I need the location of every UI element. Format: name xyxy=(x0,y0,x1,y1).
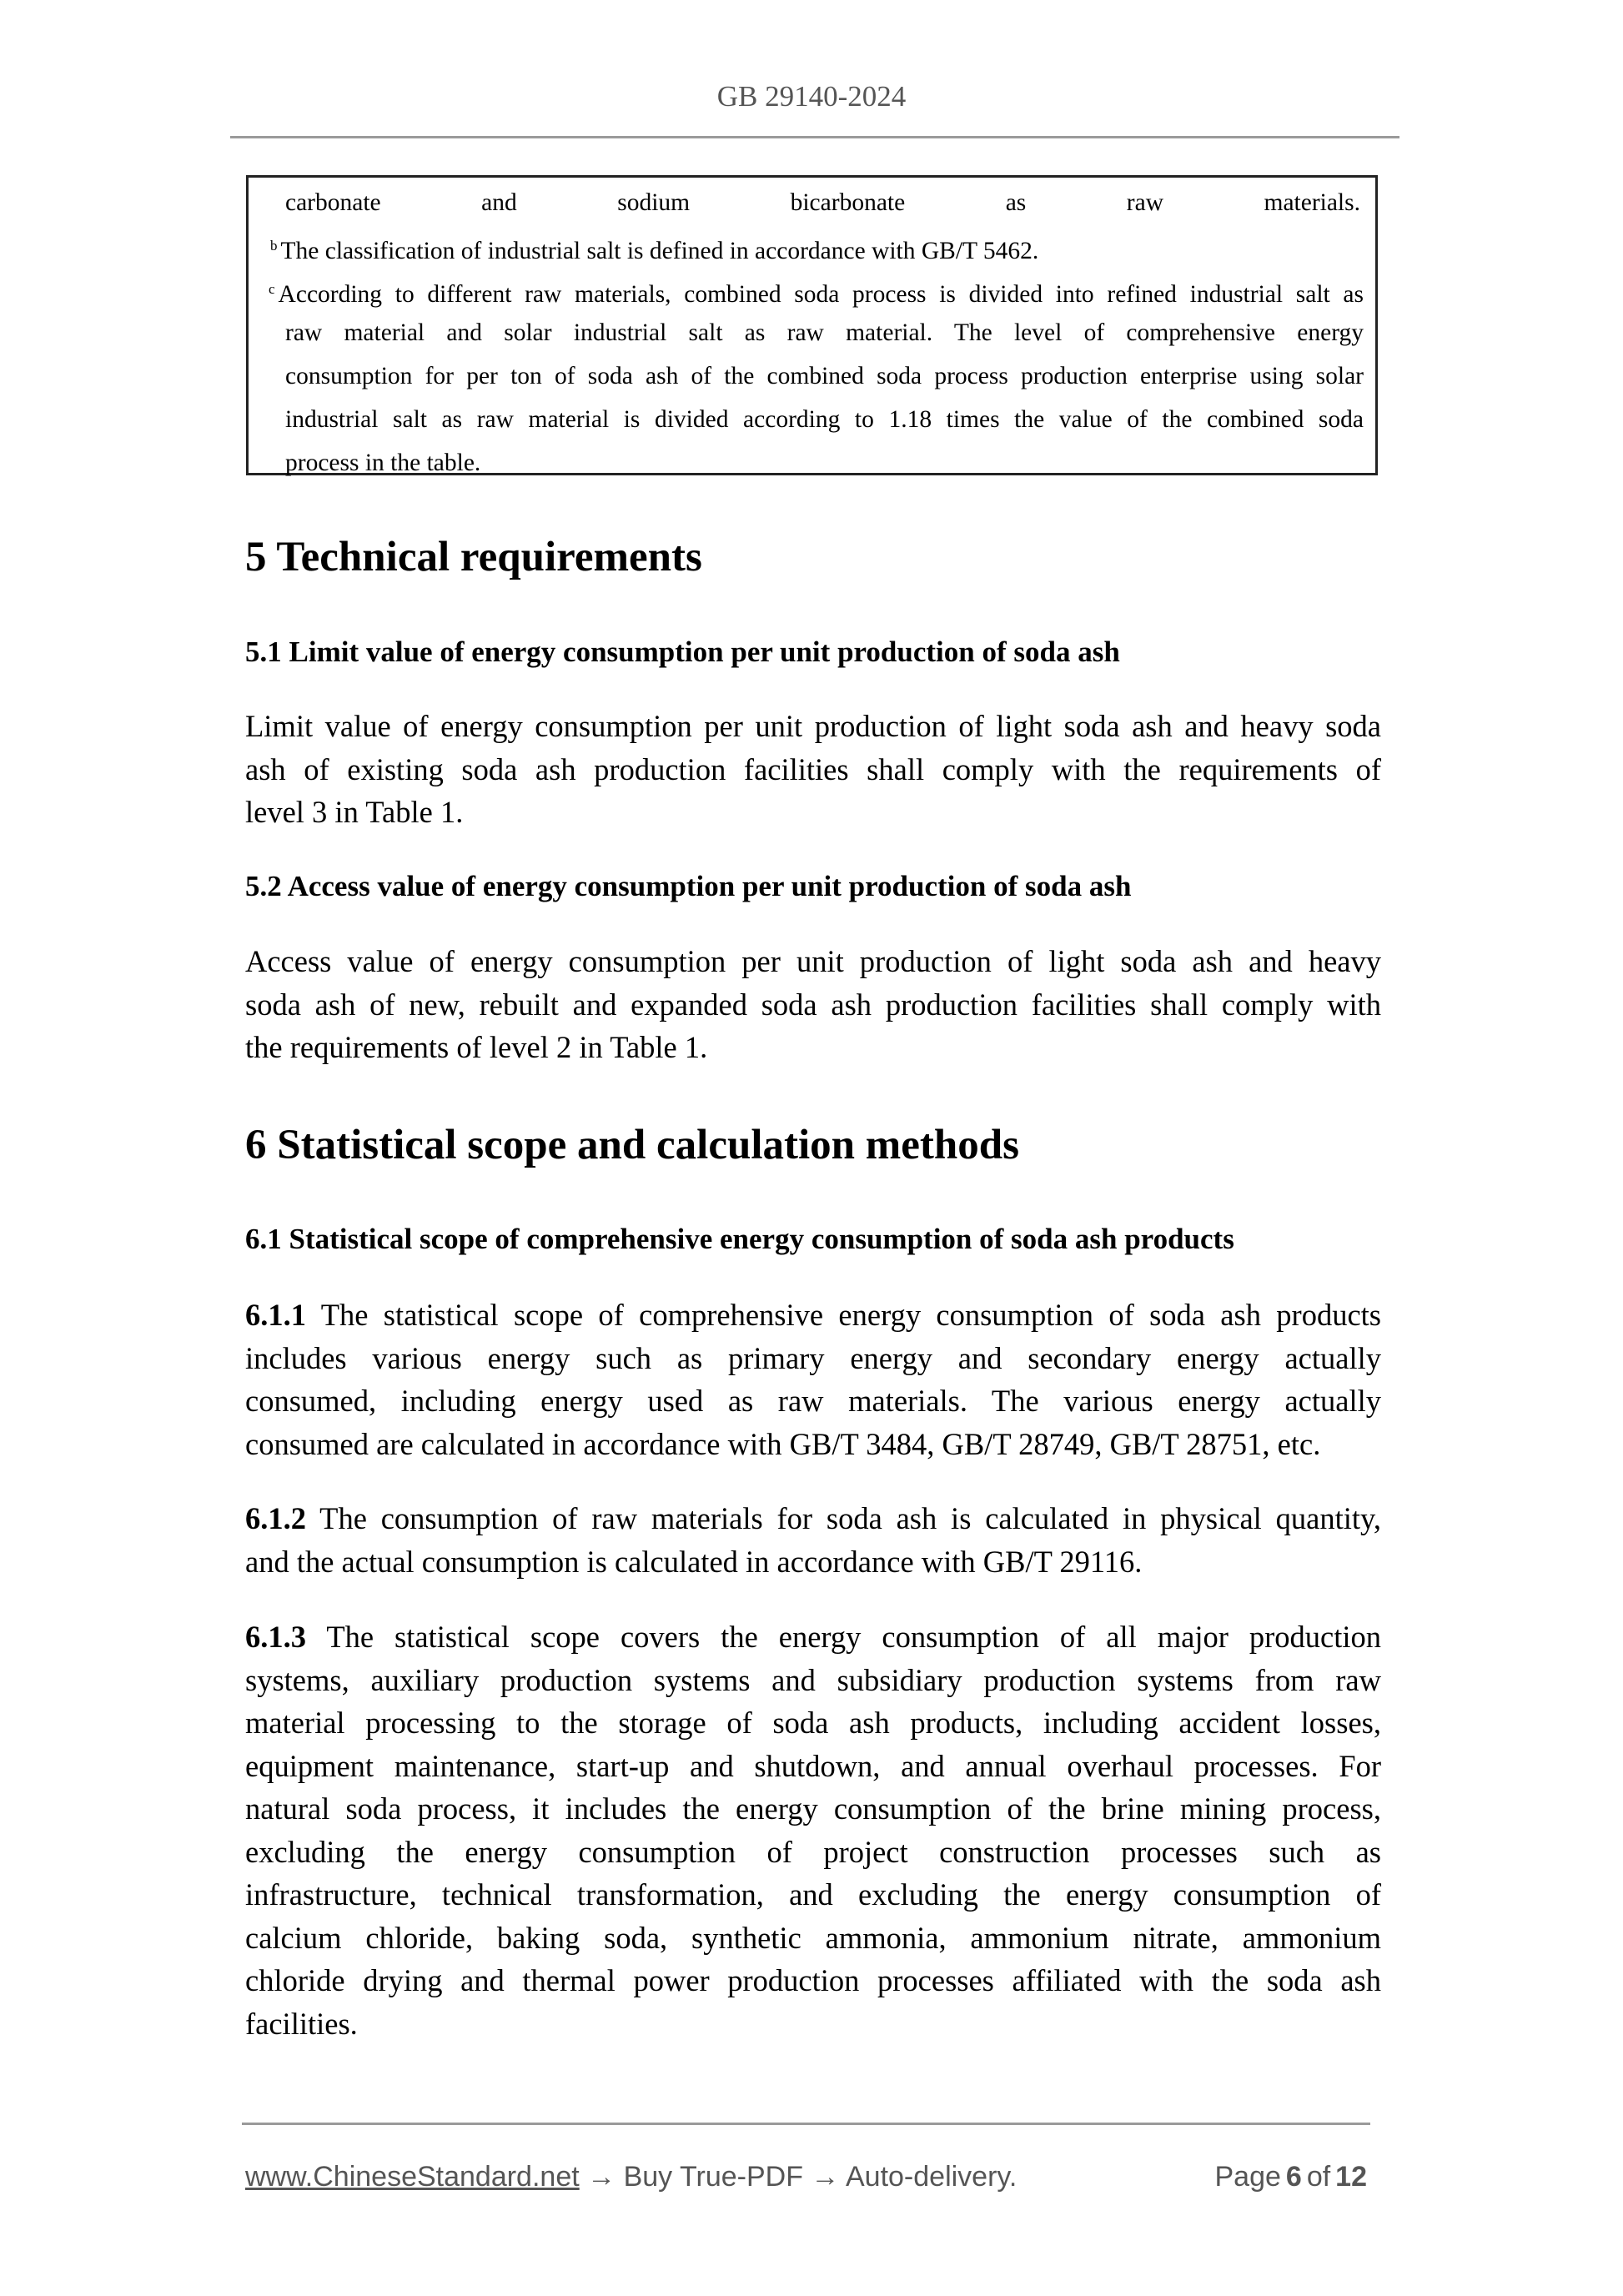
footnote-b: $^b$ The classification of industrial salt is defined in accordance with GB/T 5462. xyxy=(270,238,1039,264)
section-6-heading: 6 Statistical scope and calculation methods xyxy=(245,1122,1019,1168)
header-divider xyxy=(230,136,1399,138)
section-5-2-paragraph: Access value of energy consumption per unit production of light soda ash and heavy soda ash of new, rebuilt and expanded soda ash production facilities shall comply with the requirements of level 2 in Table 1. xyxy=(245,944,1381,1064)
footnote-line: process in the table. xyxy=(285,450,481,476)
running-header: GB 29140-2024 xyxy=(716,80,907,113)
website-link[interactable]: www.ChineseStandard.net xyxy=(245,2161,580,2193)
footer-tagline: → Buy True-PDF → Auto-delivery. xyxy=(579,2161,1018,2193)
section-5-1-heading: 5.1 Limit value of energy consumption per unit production of soda ash xyxy=(245,636,1120,668)
clause-6-1-3: 6.1.3 The statistical scope covers the energy consumption of all major production systems, auxiliary production systems and subsidiary production systems from raw material processing to the storage of soda ash products, including accident losses, equipment maintenance, start-up and shutdown, and annual overhaul processes. For natural soda process, it includes the energy consumption of the brine mining process, excluding the energy consumption of project construction processes such as infrastructure, technical transformation, and excluding the energy consumption of calcium chloride, baking soda, synthetic ammonia, ammonium nitrate, ammonium chloride drying and thermal power production processes affiliated with the soda ash facilities. xyxy=(245,1620,1382,2041)
page-number: Page 6 of 12 xyxy=(1214,2161,1367,2193)
footnote-line: consumption for per ton of soda ash of the combined soda process production enterprise using solar xyxy=(285,363,1364,389)
footnote-line: carbonate and sodium bicarbonate as raw materials. xyxy=(285,189,1360,216)
clause-number: 6.1.2 xyxy=(245,1501,306,1535)
total-pages: 12 xyxy=(1335,2161,1367,2193)
footnote-line: industrial salt as raw material is divided according to 1.18 times the value of the combined soda xyxy=(285,406,1364,433)
clause-6-1-1: 6.1.1 The statistical scope of comprehensive energy consumption of soda ash products includes various energy such as primary energy and secondary energy actually consumed, including energy used as raw materials. The various energy actually consumed are calculated in accordance with GB/T 3484, GB/T 28749, GB/T 28751, etc. xyxy=(245,1298,1381,1461)
section-5-heading: 5 Technical requirements xyxy=(245,534,702,580)
section-5-2-heading: 5.2 Access value of energy consumption per unit production of soda ash xyxy=(245,870,1132,902)
footer-divider xyxy=(242,2123,1370,2125)
table-footnote-box xyxy=(246,175,1378,475)
footnote-marker: c xyxy=(269,281,275,297)
footnote-line: raw material and solar industrial salt as raw material. The level of comprehensive energy xyxy=(285,319,1364,346)
clause-number: 6.1.3 xyxy=(245,1620,306,1654)
footnote-marker: b xyxy=(270,238,278,254)
footnote-c: $^c$ According to different raw materials, combined soda process is divided into refined industrial salt as xyxy=(269,281,1364,308)
page-footer xyxy=(245,2160,1367,2193)
section-5-1-paragraph: Limit value of energy consumption per unit production of light soda ash and heavy soda ash of existing soda ash production facilities shall comply with the requirements of level 3 in Table 1. xyxy=(245,709,1381,829)
section-6-1-heading: 6.1 Statistical scope of comprehensive energy consumption of soda ash products xyxy=(245,1223,1234,1255)
clause-number: 6.1.1 xyxy=(245,1298,306,1332)
current-page: 6 xyxy=(1285,2161,1302,2193)
clause-6-1-2: 6.1.2 The consumption of raw materials for soda ash is calculated in physical quantity, and the actual consumption is calculated in accordance with GB/T 29116. xyxy=(245,1501,1382,1579)
footer-promo xyxy=(245,2160,1017,2193)
